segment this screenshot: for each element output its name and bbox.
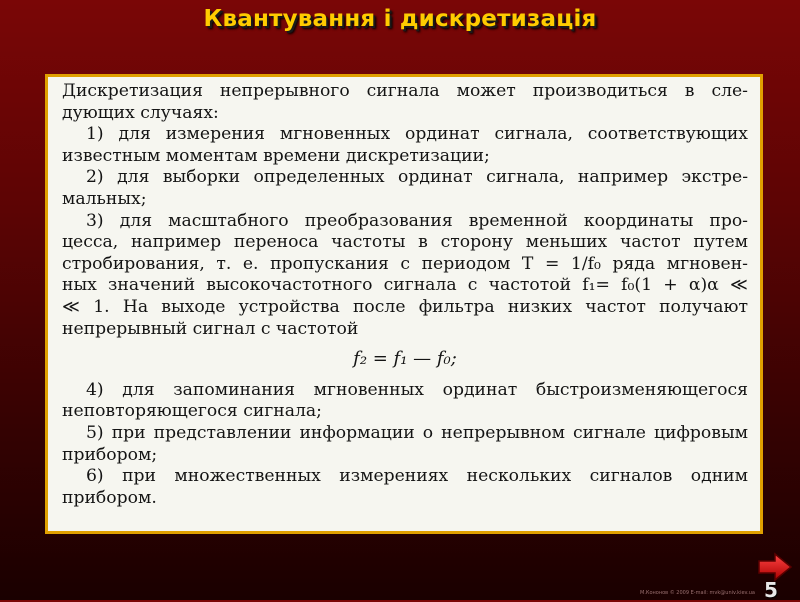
document-text-panel	[45, 74, 763, 534]
text-line: прибором;	[62, 444, 158, 465]
text-line: прибором.	[62, 487, 157, 508]
text-line: ных значений высокочастотного сигнала с частотой f₁= f₀(1 + α)α ≪	[62, 275, 748, 296]
slide-title: Квантування і дискретизація	[203, 6, 597, 32]
footer-credit: М.Кононов © 2009 E-mail: mvk@univ.kiev.ua	[640, 590, 755, 596]
formula: f₂ = f₁ — f₀;	[353, 348, 457, 370]
text-line: стробирования, т. е. пропускания с периодом T = 1/f₀ ряда мгновен-	[62, 253, 748, 274]
text-line: 2) для выборки определенных ординат сигнала, например экстре-	[86, 167, 748, 188]
text-line: 6) при множественных измерениях нескольких сигналов одним	[86, 466, 748, 487]
text-line: известным моментам времени дискретизации;	[62, 145, 490, 166]
text-line: 4) для запоминания мгновенных ординат быстроизменяющегося	[86, 379, 748, 400]
text-line: 1) для измерения мгновенных ординат сигнала, соответствующих	[86, 124, 748, 145]
slide-number: 5	[764, 578, 778, 602]
text-line: цесса, например переноса частоты в сторону меньших частот путем	[62, 232, 748, 253]
text-line: непрерывный сигнал с частотой	[62, 318, 359, 339]
text-line: дующих случаях:	[62, 102, 219, 123]
text-line: Дискретизация непрерывного сигнала может производиться в сле-	[62, 81, 748, 101]
text-line: ≪ 1. На выходе устройства после фильтра низких частот получают	[62, 296, 748, 317]
text-line: 3) для масштабного преобразования временной координаты про-	[86, 210, 748, 231]
text-line: неповторяющегося сигнала;	[62, 401, 322, 422]
text-line: мальных;	[62, 188, 147, 209]
text-line: 5) при представлении информации о непрерывном сигнале цифровым	[86, 422, 748, 443]
